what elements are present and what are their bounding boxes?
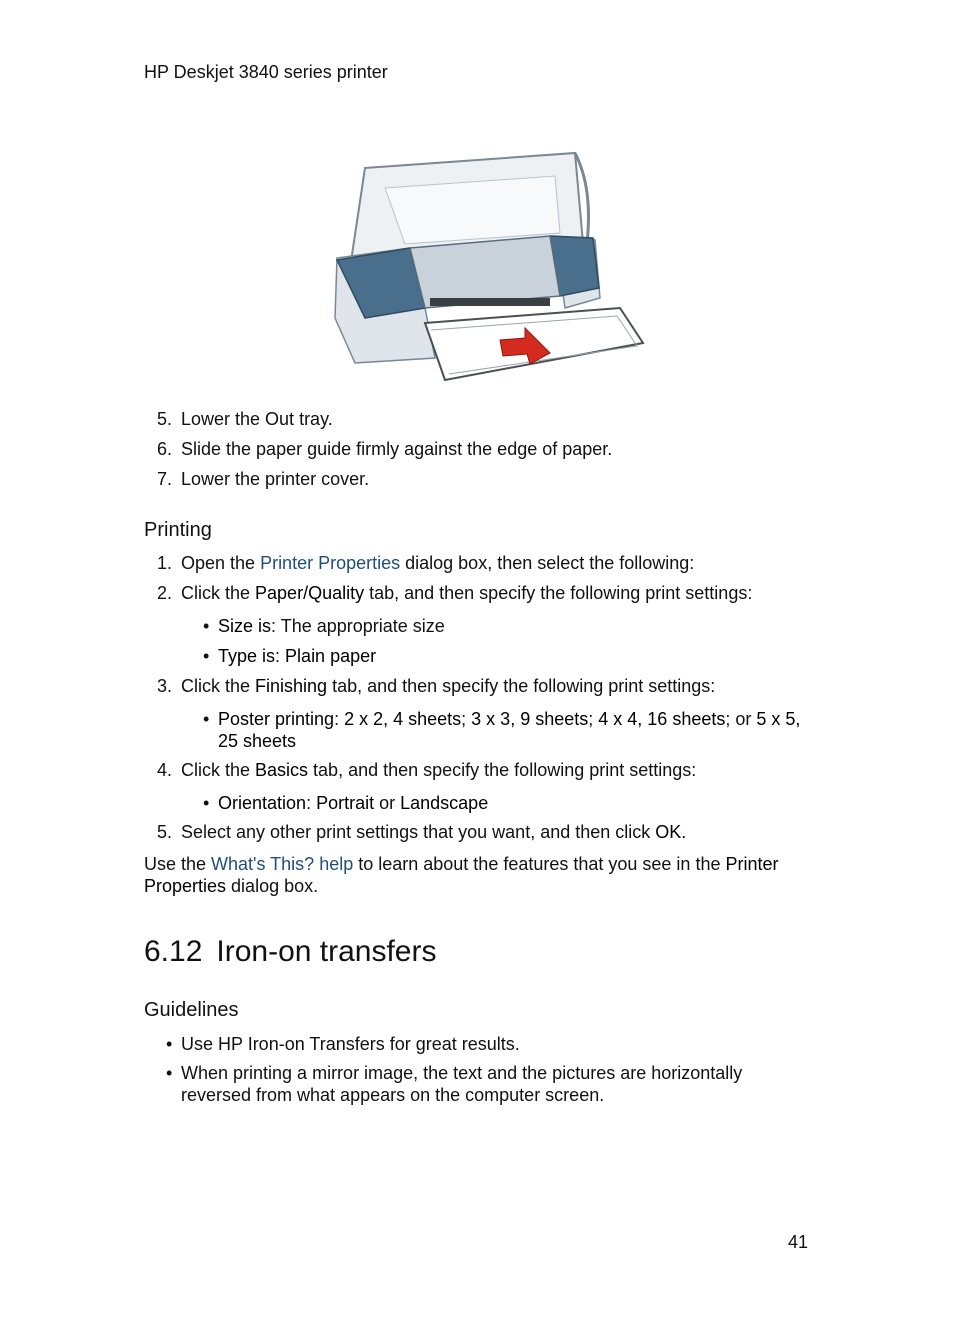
setting-label: Orientation (218, 793, 307, 813)
list-item (144, 1062, 814, 1106)
setting-value: The appropriate size (280, 616, 445, 636)
separator: ; (588, 709, 599, 729)
section-heading-guidelines: Guidelines (144, 999, 239, 1021)
printer-illustration-icon (325, 148, 655, 388)
list-item (144, 759, 814, 814)
list-number: 5. (156, 822, 172, 842)
setting-value: 5 x 5, 25 sheets (218, 709, 801, 751)
list-item (144, 438, 612, 460)
list-item (144, 675, 814, 752)
setting-value: Landscape (400, 793, 489, 813)
note-text: Use the (144, 854, 212, 874)
basics-tab-label: Basics (255, 760, 309, 780)
running-header: HP Deskjet 3840 series printer (144, 62, 388, 82)
sub-bullet-list (181, 792, 814, 814)
step-text: Slide the paper guide firmly against the edge of paper. (181, 439, 613, 459)
step-text: Lower the printer cover. (181, 469, 370, 489)
setting-value: 3 x 3, 9 sheets (471, 709, 589, 729)
list-item (144, 582, 814, 667)
list-item (144, 552, 814, 574)
list-item (181, 615, 814, 637)
sub-bullet-list (181, 615, 814, 667)
list-item (181, 645, 814, 667)
setting-value: Plain paper (285, 646, 377, 666)
setting-label: Poster printing (218, 709, 335, 729)
chapter-heading (144, 935, 436, 969)
setting-value: 2 x 2, 4 sheets (344, 709, 462, 729)
setting-label: Type is (218, 646, 276, 666)
separator: : (306, 793, 317, 813)
note-text: dialog box. (226, 876, 319, 896)
list-number: 5. (156, 409, 172, 429)
step-text: Click the (181, 676, 256, 696)
finishing-tab-label: Finishing (255, 676, 328, 696)
separator: ; or (725, 709, 757, 729)
separator: ; (461, 709, 472, 729)
paper-quality-tab-label: Paper/Quality (255, 583, 365, 603)
list-number: 2. (156, 583, 172, 603)
list-item (181, 708, 814, 752)
separator: : (334, 709, 345, 729)
list-item (144, 821, 814, 843)
list-item (144, 468, 612, 490)
step-text: Lower the Out tray. (181, 409, 333, 429)
guideline-text: Use HP Iron-on Transfers for great results. (181, 1034, 520, 1054)
help-note-paragraph (144, 853, 814, 897)
whats-this-help-link[interactable]: What's This? help (211, 854, 354, 874)
chapter-number: 6.12 (144, 935, 203, 968)
list-item (144, 408, 612, 430)
step-text: dialog box, then select the following: (400, 553, 695, 573)
ok-button-label: OK (655, 822, 682, 842)
list-item (181, 792, 814, 814)
printer-properties-link[interactable]: Printer Properties (260, 553, 401, 573)
list-item (144, 1033, 814, 1055)
sub-bullet-list (181, 708, 814, 752)
step-text: . (681, 822, 687, 842)
step-text: Click the (181, 760, 256, 780)
setting-label: Size is (218, 616, 272, 636)
guideline-text: When printing a mirror image, the text and the pictures are horizontally reversed from what appears on the computer screen. (181, 1063, 743, 1105)
setting-value: Portrait (316, 793, 375, 813)
separator: or (374, 793, 401, 813)
list-number: 7. (156, 469, 172, 489)
list-number: 6. (156, 439, 172, 459)
step-text: Click the (181, 583, 256, 603)
step-text: tab, and then specify the following print settings: (308, 760, 697, 780)
step-text: tab, and then specify the following print settings: (327, 676, 716, 696)
list-number: 4. (156, 760, 172, 780)
step-text: Open the (181, 553, 261, 573)
printer-properties-label: Printer Properties (144, 854, 779, 896)
list-number: 1. (156, 553, 172, 573)
section-heading-printing: Printing (144, 519, 212, 541)
setting-value: 4 x 4, 16 sheets (598, 709, 726, 729)
printing-steps-list (144, 552, 814, 843)
list-number: 3. (156, 676, 172, 696)
step-text: tab, and then specify the following print settings: (364, 583, 753, 603)
separator: : (271, 616, 281, 636)
steps-list-top (144, 408, 612, 490)
page-number: 41 (788, 1232, 809, 1252)
step-text: Select any other print settings that you want, and then click (181, 822, 656, 842)
guidelines-list (144, 1033, 814, 1106)
chapter-title: Iron-on transfers (216, 935, 437, 968)
note-text: to learn about the features that you see in the (353, 854, 726, 874)
separator: : (275, 646, 286, 666)
printer-illustration (325, 148, 655, 388)
